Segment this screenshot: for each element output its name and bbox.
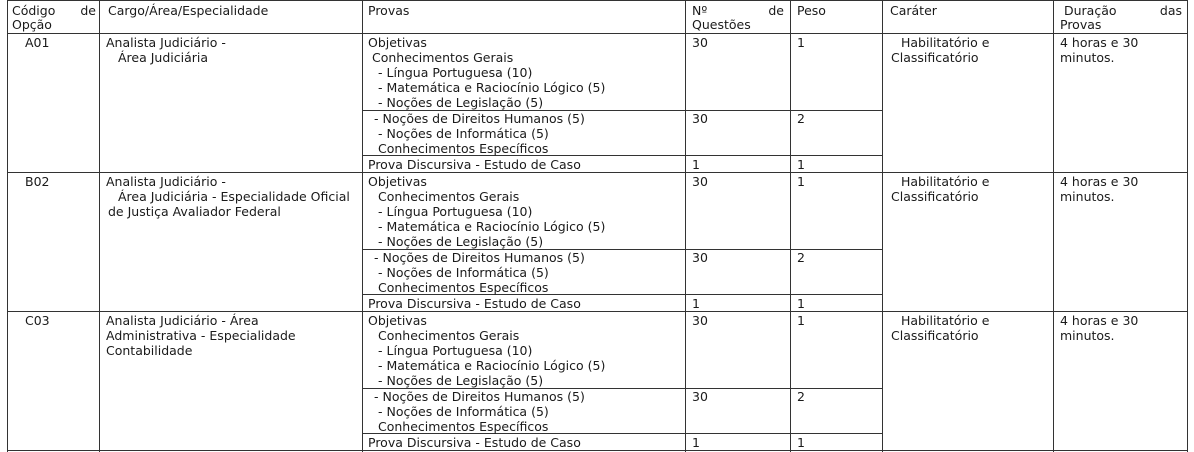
codigo-cell: A01	[25, 35, 50, 50]
provas-portugues: - Língua Portuguesa (10)	[378, 204, 533, 219]
questoes-cell: 30	[692, 313, 708, 328]
provas-gerais: Conhecimentos Gerais	[378, 328, 520, 343]
peso-cell: 2	[797, 111, 805, 126]
provas-legislacao: - Noções de Legislação (5)	[378, 95, 544, 110]
cargo-line: Contabilidade	[106, 343, 193, 358]
provas-especificos: Conhecimentos Específicos	[378, 419, 549, 434]
codigo-cell: B02	[25, 174, 50, 189]
cargo-line: Área Judiciária - Especialidade Oficial	[118, 189, 350, 204]
peso-cell: 1	[797, 157, 805, 172]
duracao-cell: minutos.	[1060, 189, 1115, 204]
peso-cell: 1	[797, 174, 805, 189]
header-codigo-b: de	[80, 3, 96, 18]
col-border	[1053, 0, 1054, 452]
provas-informatica: - Noções de Informática (5)	[378, 126, 549, 141]
header-duracao-c: Provas	[1060, 17, 1102, 32]
cargo-line: Analista Judiciário - Área	[106, 313, 259, 328]
cargo-line: Analista Judiciário -	[106, 174, 226, 189]
codigo-cell: C03	[25, 313, 50, 328]
carater-cell: Classificatório	[891, 328, 979, 343]
questoes-cell: 30	[692, 35, 708, 50]
peso-cell: 1	[797, 35, 805, 50]
carater-cell: Habilitatório e	[901, 35, 990, 50]
provas-legislacao: - Noções de Legislação (5)	[378, 234, 544, 249]
col-border	[685, 0, 686, 452]
carater-cell: Classificatório	[891, 189, 979, 204]
col-border	[1187, 0, 1188, 452]
questoes-cell: 30	[692, 111, 708, 126]
cargo-line: de Justiça Avaliador Federal	[108, 204, 281, 219]
provas-portugues: - Língua Portuguesa (10)	[378, 65, 533, 80]
header-questoes-a: Nº	[692, 3, 708, 18]
col-border	[99, 0, 100, 452]
cargo-line: Área Judiciária	[118, 50, 209, 65]
header-codigo-a: Código	[12, 3, 56, 18]
peso-cell: 1	[797, 313, 805, 328]
provas-legislacao: - Noções de Legislação (5)	[378, 373, 544, 388]
provas-matematica: - Matemática e Raciocínio Lógico (5)	[378, 80, 606, 95]
duracao-cell: minutos.	[1060, 328, 1115, 343]
peso-cell: 1	[797, 435, 805, 450]
row-border	[7, 450, 1188, 451]
header-duracao-a: Duração	[1064, 3, 1117, 18]
questoes-cell: 30	[692, 389, 708, 404]
provas-objetivas: Objetivas	[368, 35, 427, 50]
header-questoes-c: Questões	[692, 17, 751, 32]
provas-direitos-humanos: - Noções de Direitos Humanos (5)	[374, 250, 585, 265]
questoes-cell: 1	[692, 435, 700, 450]
duracao-cell: 4 horas e 30	[1060, 35, 1139, 50]
carater-cell: Habilitatório e	[901, 174, 990, 189]
header-questoes	[692, 3, 784, 18]
peso-cell: 2	[797, 389, 805, 404]
col-border	[790, 0, 791, 452]
header-cargo: Cargo/Área/Especialidade	[108, 3, 269, 18]
provas-gerais: Conhecimentos Gerais	[378, 189, 520, 204]
provas-gerais: Conhecimentos Gerais	[372, 50, 514, 65]
row-border	[7, 0, 1188, 1]
provas-especificos: Conhecimentos Específicos	[378, 141, 549, 156]
provas-informatica: - Noções de Informática (5)	[378, 265, 549, 280]
col-border	[362, 0, 363, 452]
provas-discursiva: Prova Discursiva - Estudo de Caso	[368, 435, 581, 450]
header-codigo	[12, 3, 96, 18]
provas-especificos: Conhecimentos Específicos	[378, 280, 549, 295]
provas-discursiva: Prova Discursiva - Estudo de Caso	[368, 157, 581, 172]
questoes-cell: 1	[692, 296, 700, 311]
provas-matematica: - Matemática e Raciocínio Lógico (5)	[378, 358, 606, 373]
col-border	[7, 0, 8, 452]
duracao-cell: 4 horas e 30	[1060, 313, 1139, 328]
row-border	[7, 311, 1188, 312]
header-carater: Caráter	[890, 3, 937, 18]
header-peso: Peso	[797, 3, 826, 18]
peso-cell: 2	[797, 250, 805, 265]
header-codigo-c: Opção	[12, 17, 52, 32]
provas-objetivas: Objetivas	[368, 313, 427, 328]
col-border	[882, 0, 883, 452]
provas-direitos-humanos: - Noções de Direitos Humanos (5)	[374, 111, 585, 126]
duracao-cell: minutos.	[1060, 50, 1115, 65]
questoes-cell: 30	[692, 174, 708, 189]
cargo-line: Administrativa - Especialidade	[106, 328, 296, 343]
header-questoes-b: de	[768, 3, 784, 18]
header-border	[7, 33, 1188, 34]
header-duracao-b: das	[1159, 3, 1182, 18]
provas-direitos-humanos: - Noções de Direitos Humanos (5)	[374, 389, 585, 404]
peso-cell: 1	[797, 296, 805, 311]
provas-informatica: - Noções de Informática (5)	[378, 404, 549, 419]
header-provas: Provas	[368, 3, 410, 18]
questoes-cell: 1	[692, 157, 700, 172]
carater-cell: Classificatório	[891, 50, 979, 65]
carater-cell: Habilitatório e	[901, 313, 990, 328]
duracao-cell: 4 horas e 30	[1060, 174, 1139, 189]
cargo-line: Analista Judiciário -	[106, 35, 226, 50]
questoes-cell: 30	[692, 250, 708, 265]
header-duracao	[1064, 3, 1182, 18]
provas-portugues: - Língua Portuguesa (10)	[378, 343, 533, 358]
provas-matematica: - Matemática e Raciocínio Lógico (5)	[378, 219, 606, 234]
row-border	[7, 172, 1188, 173]
provas-discursiva: Prova Discursiva - Estudo de Caso	[368, 296, 581, 311]
provas-objetivas: Objetivas	[368, 174, 427, 189]
